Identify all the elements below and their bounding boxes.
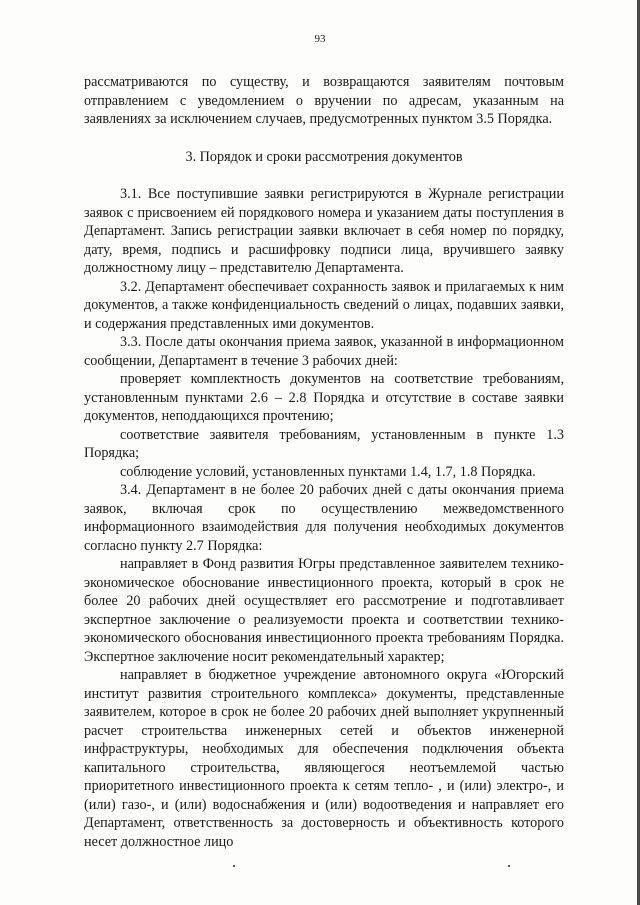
paragraph-3-4-item-1: направляет в Фонд развития Югры представленное заявителем технико-экономическое обоснование инвестиционного проекта, который в срок не более 20 рабочих дней осуществляет его рассмотрение и подготавливает экспертное заключение о реализуемости проекта и соответствии технико-экономического обоснования инвестиционного проекта требованиям Порядка. Экспертное заключение носит рекомендательный характер; [84, 556, 564, 665]
paragraph-3-3-item-3: соблюдение условий, установленных пунктами 1.4, 1.7, 1.8 Порядка. [120, 463, 536, 480]
page-number: 93 [314, 33, 326, 45]
paragraph-3-3: 3.3. После даты окончания приема заявок, указанной в информационном сообщении, Департамент в течение 3 рабочих дней: [84, 334, 564, 369]
paragraph-3-3-item-2: соответствие заявителя требованиям, установленным в пункте 1.3 Порядка; [84, 426, 564, 461]
document-body [84, 73, 564, 851]
paragraph-3-4: 3.4. Департамент в не более 20 рабочих дней с даты окончания приема заявок, включая срок по осуществлению межведомственного информационного взаимодействия для получения необходимых документов согласно пункту 2.7 Порядка: [84, 482, 564, 554]
paragraph-3-4-item-2: направляет в бюджетное учреждение автономного округа «Югорский институт развития строительного комплекса» документы, представленные заявителем, которое в срок не более 20 рабочих дней выполняет укрупненный расчет строительства инженерных сетей и объектов инженерной инфраструктуры, необходимых для обеспечения подключения объекта капитального строительства, являющегося неотъемлемой частью приоритетного инвестиционного проекта к сетям тепло- , и (или) электро-, и (или) газо-, и (или) водоснабжения и (или) водоотведения и направляет его Департамент, ответственность за достоверность и объективность которого несет должностное лицо [84, 667, 564, 850]
section-heading: 3. Порядок и сроки рассмотрения документов [185, 148, 463, 165]
scan-mark-right [508, 865, 510, 867]
paragraph-3-2: 3.2. Департамент обеспечивает сохранность заявок и прилагаемых к ним документов, а также конфиденциальность сведений о лицах, подавших заявки, и содержания представленных ими документов. [84, 278, 564, 332]
paragraph-continuation: рассматриваются по существу, и возвращаются заявителям почтовым отправлением с уведомлением о вручении по адресам, указанным на заявлениях за исключением случаев, предусмотренных пунктом 3.5 Порядка. [84, 74, 564, 127]
paragraph-3-3-item-1: проверяет комплектность документов на соответствие требованиям, установленным пунктами 2.6 – 2.8 Порядка и отсутствие в составе заявки документов, неподдающихся прочтению; [84, 371, 564, 424]
paragraph-3-1: 3.1. Все поступившие заявки регистрируются в Журнале регистрации заявок с присвоением ей порядкового номера и указанием даты поступления в Департамент. Запись регистрации заявки включает в себя номер по порядку, дату, время, подпись и расшифровку подписи лица, вручившего заявку должностному лицу – представителю Департамента. [84, 186, 564, 276]
scan-mark-left [233, 865, 235, 867]
